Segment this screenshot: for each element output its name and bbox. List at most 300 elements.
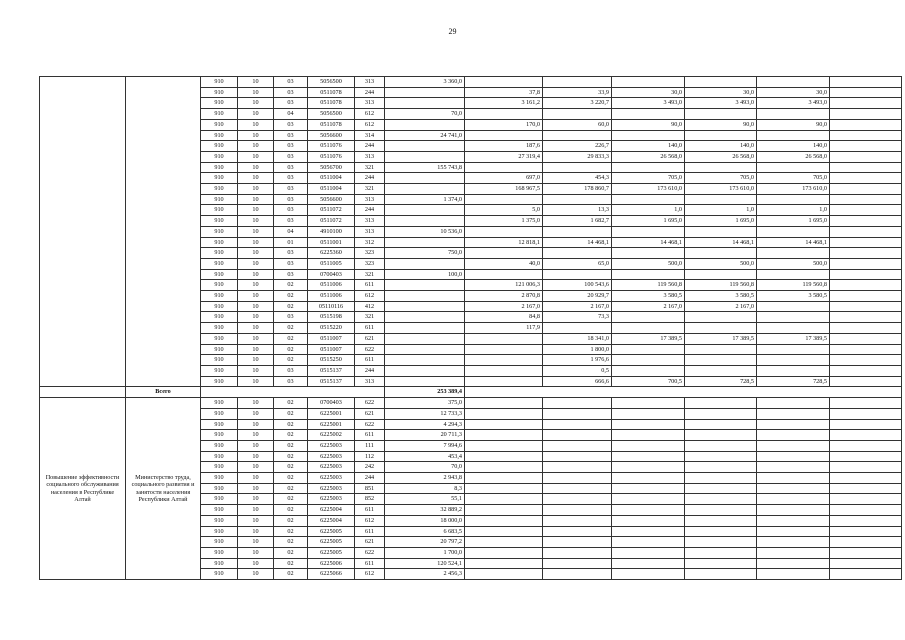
- amount-cell: [612, 312, 685, 323]
- page-number: 29: [448, 27, 457, 36]
- code-cell: 10: [238, 184, 274, 195]
- amount-cell: [543, 162, 612, 173]
- code-cell: 910: [201, 87, 238, 98]
- code-cell: 6225001: [308, 408, 355, 419]
- code-cell: 10: [238, 344, 274, 355]
- code-cell: 02: [274, 333, 308, 344]
- amount-cell: [685, 505, 757, 516]
- amount-cell: [543, 408, 612, 419]
- amount-cell: 1,0: [685, 205, 757, 216]
- amount-cell: [612, 494, 685, 505]
- code-cell: 5056600: [308, 194, 355, 205]
- amount-cell: 17 389,5: [685, 333, 757, 344]
- code-cell: 313: [355, 216, 385, 227]
- amount-cell: 1 976,6: [543, 355, 612, 366]
- amount-cell: 13,3: [543, 205, 612, 216]
- amount-cell: [757, 226, 830, 237]
- code-cell: 10: [238, 226, 274, 237]
- amount-cell: 2 167,0: [465, 301, 543, 312]
- code-cell: 03: [274, 269, 308, 280]
- amount-cell: 453,4: [385, 451, 465, 462]
- code-cell: 0700403: [308, 398, 355, 409]
- amount-cell: [757, 505, 830, 516]
- code-cell: 02: [274, 323, 308, 334]
- amount-cell: 140,0: [612, 141, 685, 152]
- amount-cell: 1 374,0: [385, 194, 465, 205]
- code-cell: 910: [201, 226, 238, 237]
- amount-cell: [612, 569, 685, 580]
- amount-cell: [830, 547, 902, 558]
- amount-cell: [830, 151, 902, 162]
- code-cell: 02: [274, 451, 308, 462]
- code-cell: 244: [355, 205, 385, 216]
- amount-cell: [757, 537, 830, 548]
- code-cell: 6225004: [308, 505, 355, 516]
- amount-cell: [685, 269, 757, 280]
- amount-cell: [385, 333, 465, 344]
- amount-cell: [757, 526, 830, 537]
- amount-cell: 40,0: [465, 258, 543, 269]
- amount-cell: [830, 333, 902, 344]
- code-cell: 03: [274, 258, 308, 269]
- amount-cell: [385, 280, 465, 291]
- amount-cell: [830, 344, 902, 355]
- amount-cell: 2 456,3: [385, 569, 465, 580]
- code-cell: 04: [274, 226, 308, 237]
- amount-cell: 170,0: [465, 119, 543, 130]
- amount-cell: [385, 87, 465, 98]
- amount-cell: [830, 248, 902, 259]
- code-cell: 910: [201, 280, 238, 291]
- code-cell: 6225003: [308, 451, 355, 462]
- code-cell: 910: [201, 494, 238, 505]
- code-cell: 0515220: [308, 323, 355, 334]
- amount-cell: 2 167,0: [685, 301, 757, 312]
- code-cell: 02: [274, 344, 308, 355]
- amount-cell: [757, 547, 830, 558]
- amount-cell: 728,5: [685, 376, 757, 387]
- amount-cell: [465, 398, 543, 409]
- code-cell: 321: [355, 162, 385, 173]
- code-cell: 4910100: [308, 226, 355, 237]
- amount-cell: [465, 109, 543, 120]
- amount-cell: 1 682,7: [543, 216, 612, 227]
- amount-cell: [465, 462, 543, 473]
- code-cell: 03: [274, 205, 308, 216]
- amount-cell: [757, 269, 830, 280]
- amount-cell: 728,5: [757, 376, 830, 387]
- code-cell: 10: [238, 205, 274, 216]
- code-cell: 0511005: [308, 258, 355, 269]
- amount-cell: [830, 109, 902, 120]
- amount-cell: [757, 515, 830, 526]
- amount-cell: [830, 515, 902, 526]
- code-cell: 0700403: [308, 269, 355, 280]
- amount-cell: [685, 248, 757, 259]
- code-cell: 02: [274, 473, 308, 484]
- code-cell: 0511004: [308, 184, 355, 195]
- amount-cell: [465, 483, 543, 494]
- amount-cell: [612, 526, 685, 537]
- amount-cell: [465, 494, 543, 505]
- code-cell: 10: [238, 216, 274, 227]
- total-row: [40, 387, 902, 398]
- amount-cell: [757, 398, 830, 409]
- amount-cell: [830, 376, 902, 387]
- amount-cell: [465, 376, 543, 387]
- amount-cell: 705,0: [757, 173, 830, 184]
- amount-cell: [830, 291, 902, 302]
- amount-cell: [465, 419, 543, 430]
- amount-cell: 3 580,5: [757, 291, 830, 302]
- amount-cell: [830, 194, 902, 205]
- amount-cell: 1 695,0: [612, 216, 685, 227]
- amount-cell: [612, 323, 685, 334]
- amount-cell: 90,0: [757, 119, 830, 130]
- amount-cell: [830, 473, 902, 484]
- amount-cell: 3 493,0: [612, 98, 685, 109]
- amount-cell: [757, 109, 830, 120]
- amount-cell: [830, 558, 902, 569]
- code-cell: 6225004: [308, 515, 355, 526]
- code-cell: 910: [201, 344, 238, 355]
- amount-cell: 5,0: [465, 205, 543, 216]
- code-cell: 910: [201, 483, 238, 494]
- amount-cell: [385, 98, 465, 109]
- code-cell: 910: [201, 237, 238, 248]
- code-cell: 02: [274, 355, 308, 366]
- amount-cell: 26 568,0: [757, 151, 830, 162]
- amount-cell: [685, 77, 757, 88]
- code-cell: 02: [274, 440, 308, 451]
- code-cell: 112: [355, 451, 385, 462]
- code-cell: 0511006: [308, 280, 355, 291]
- amount-cell: 119 560,8: [685, 280, 757, 291]
- code-cell: 910: [201, 323, 238, 334]
- code-cell: 313: [355, 77, 385, 88]
- amount-cell: [830, 216, 902, 227]
- code-cell: 10: [238, 333, 274, 344]
- code-cell: 5056600: [308, 130, 355, 141]
- amount-cell: [385, 258, 465, 269]
- amount-cell: [543, 440, 612, 451]
- amount-cell: [543, 269, 612, 280]
- budget-table: [39, 76, 902, 580]
- code-cell: 314: [355, 130, 385, 141]
- amount-cell: [612, 558, 685, 569]
- amount-cell: 12 818,1: [465, 237, 543, 248]
- code-cell: 323: [355, 248, 385, 259]
- code-cell: 10: [238, 376, 274, 387]
- amount-cell: 26 568,0: [685, 151, 757, 162]
- code-cell: 02: [274, 569, 308, 580]
- amount-cell: [757, 430, 830, 441]
- amount-cell: 73,3: [543, 312, 612, 323]
- code-cell: 244: [355, 173, 385, 184]
- amount-cell: [685, 473, 757, 484]
- amount-cell: 20 929,7: [543, 291, 612, 302]
- amount-cell: [612, 473, 685, 484]
- amount-cell: 18 000,0: [385, 515, 465, 526]
- code-cell: 6225001: [308, 419, 355, 430]
- code-cell: 10: [238, 505, 274, 516]
- amount-cell: [830, 184, 902, 195]
- code-cell: 910: [201, 119, 238, 130]
- code-cell: 611: [355, 355, 385, 366]
- amount-cell: 18 341,0: [543, 333, 612, 344]
- code-cell: 910: [201, 419, 238, 430]
- amount-cell: [543, 526, 612, 537]
- amount-cell: 3 580,5: [685, 291, 757, 302]
- amount-cell: 4 294,3: [385, 419, 465, 430]
- code-cell: 621: [355, 333, 385, 344]
- amount-cell: [830, 355, 902, 366]
- amount-cell: 3 493,0: [757, 98, 830, 109]
- amount-cell: [685, 537, 757, 548]
- code-cell: 10: [238, 194, 274, 205]
- amount-cell: [385, 119, 465, 130]
- code-cell: 10: [238, 408, 274, 419]
- code-cell: 10: [238, 248, 274, 259]
- code-cell: 313: [355, 226, 385, 237]
- code-cell: 6225002: [308, 430, 355, 441]
- amount-cell: [543, 494, 612, 505]
- code-cell: 10: [238, 515, 274, 526]
- amount-cell: [830, 483, 902, 494]
- amount-cell: 90,0: [685, 119, 757, 130]
- code-cell: 10: [238, 526, 274, 537]
- amount-cell: [830, 162, 902, 173]
- amount-cell: 375,0: [385, 398, 465, 409]
- amount-cell: [612, 505, 685, 516]
- amount-cell: [612, 77, 685, 88]
- code-cell: 910: [201, 162, 238, 173]
- amount-cell: 173 610,0: [612, 184, 685, 195]
- code-cell: 02: [274, 430, 308, 441]
- code-cell: 910: [201, 451, 238, 462]
- amount-cell: 173 610,0: [757, 184, 830, 195]
- code-cell: 0511076: [308, 141, 355, 152]
- amount-cell: [830, 301, 902, 312]
- code-cell: 622: [355, 419, 385, 430]
- amount-cell: [757, 462, 830, 473]
- table-row: [40, 77, 902, 88]
- amount-cell: [385, 141, 465, 152]
- amount-cell: 700,5: [612, 376, 685, 387]
- amount-cell: [685, 109, 757, 120]
- code-cell: 622: [355, 398, 385, 409]
- code-cell: 313: [355, 151, 385, 162]
- amount-cell: [543, 323, 612, 334]
- ministry-cell: [126, 77, 201, 387]
- amount-cell: [830, 323, 902, 334]
- code-cell: 03: [274, 151, 308, 162]
- amount-cell: [757, 162, 830, 173]
- amount-cell: [385, 205, 465, 216]
- amount-cell: [612, 398, 685, 409]
- amount-cell: [612, 419, 685, 430]
- amount-cell: [830, 419, 902, 430]
- amount-cell: 14 468,1: [543, 237, 612, 248]
- code-cell: 10: [238, 151, 274, 162]
- amount-cell: [685, 162, 757, 173]
- code-cell: 910: [201, 205, 238, 216]
- code-cell: 622: [355, 547, 385, 558]
- code-cell: 02: [274, 547, 308, 558]
- code-cell: 0511001: [308, 237, 355, 248]
- amount-cell: [612, 451, 685, 462]
- code-cell: 6225003: [308, 462, 355, 473]
- amount-cell: 121 006,3: [465, 280, 543, 291]
- amount-cell: 12 733,3: [385, 408, 465, 419]
- amount-cell: [465, 355, 543, 366]
- amount-cell: [685, 569, 757, 580]
- code-cell: 910: [201, 355, 238, 366]
- amount-cell: [612, 355, 685, 366]
- code-cell: 10: [238, 558, 274, 569]
- amount-cell: [612, 440, 685, 451]
- code-cell: 03: [274, 87, 308, 98]
- code-cell: 6225003: [308, 440, 355, 451]
- code-cell: 910: [201, 269, 238, 280]
- code-cell: 611: [355, 526, 385, 537]
- amount-cell: [685, 355, 757, 366]
- amount-cell: [543, 505, 612, 516]
- amount-cell: 37,8: [465, 87, 543, 98]
- code-cell: 111: [355, 440, 385, 451]
- amount-cell: [830, 451, 902, 462]
- amount-cell: 155 743,8: [385, 162, 465, 173]
- amount-cell: 14 468,1: [757, 237, 830, 248]
- code-cell: 244: [355, 365, 385, 376]
- code-cell: 03: [274, 312, 308, 323]
- code-cell: 0511078: [308, 119, 355, 130]
- amount-cell: [757, 558, 830, 569]
- amount-cell: 168 967,5: [465, 184, 543, 195]
- amount-cell: [685, 130, 757, 141]
- code-cell: 621: [355, 537, 385, 548]
- amount-cell: [385, 344, 465, 355]
- code-cell: 622: [355, 344, 385, 355]
- amount-cell: [757, 440, 830, 451]
- code-cell: 10: [238, 569, 274, 580]
- amount-cell: [543, 430, 612, 441]
- amount-cell: 14 468,1: [685, 237, 757, 248]
- amount-cell: [385, 291, 465, 302]
- amount-cell: [757, 408, 830, 419]
- program-cell: [40, 77, 126, 387]
- code-cell: 852: [355, 494, 385, 505]
- code-cell: 04: [274, 109, 308, 120]
- code-cell: 910: [201, 558, 238, 569]
- amount-cell: [830, 537, 902, 548]
- code-cell: 10: [238, 312, 274, 323]
- amount-cell: [757, 365, 830, 376]
- amount-cell: [830, 280, 902, 291]
- amount-cell: [612, 109, 685, 120]
- amount-cell: [465, 365, 543, 376]
- amount-cell: [685, 462, 757, 473]
- amount-cell: [612, 537, 685, 548]
- amount-cell: 500,0: [685, 258, 757, 269]
- code-cell: 910: [201, 505, 238, 516]
- amount-cell: [543, 77, 612, 88]
- code-cell: 323: [355, 258, 385, 269]
- amount-cell: 119 560,8: [612, 280, 685, 291]
- code-cell: 03: [274, 184, 308, 195]
- amount-cell: 226,7: [543, 141, 612, 152]
- blank-cell: [465, 387, 902, 398]
- amount-cell: 6 683,5: [385, 526, 465, 537]
- code-cell: 0511007: [308, 333, 355, 344]
- code-cell: 03: [274, 130, 308, 141]
- amount-cell: [465, 558, 543, 569]
- amount-cell: 3 360,0: [385, 77, 465, 88]
- amount-cell: 24 741,0: [385, 130, 465, 141]
- amount-cell: [757, 355, 830, 366]
- code-cell: 10: [238, 440, 274, 451]
- amount-cell: [543, 558, 612, 569]
- amount-cell: 100 543,6: [543, 280, 612, 291]
- amount-cell: [612, 408, 685, 419]
- code-cell: 10: [238, 355, 274, 366]
- amount-cell: 30,0: [757, 87, 830, 98]
- amount-cell: [830, 173, 902, 184]
- amount-cell: 454,3: [543, 173, 612, 184]
- code-cell: 10: [238, 462, 274, 473]
- code-cell: 611: [355, 558, 385, 569]
- code-cell: 03: [274, 141, 308, 152]
- code-cell: 6225066: [308, 569, 355, 580]
- code-cell: 313: [355, 98, 385, 109]
- amount-cell: [830, 98, 902, 109]
- amount-cell: 173 610,0: [685, 184, 757, 195]
- amount-cell: [465, 473, 543, 484]
- code-cell: 02: [274, 558, 308, 569]
- amount-cell: [465, 269, 543, 280]
- amount-cell: [830, 365, 902, 376]
- amount-cell: [543, 109, 612, 120]
- code-cell: 851: [355, 483, 385, 494]
- amount-cell: [465, 344, 543, 355]
- amount-cell: [385, 355, 465, 366]
- code-cell: 10: [238, 280, 274, 291]
- code-cell: 03: [274, 216, 308, 227]
- amount-cell: [465, 537, 543, 548]
- code-cell: 03: [274, 98, 308, 109]
- amount-cell: 1,0: [612, 205, 685, 216]
- code-cell: 0515198: [308, 312, 355, 323]
- amount-cell: 29 833,3: [543, 151, 612, 162]
- code-cell: 611: [355, 505, 385, 516]
- code-cell: 02: [274, 494, 308, 505]
- amount-cell: [830, 269, 902, 280]
- code-cell: 0511006: [308, 291, 355, 302]
- amount-cell: [685, 398, 757, 409]
- amount-cell: [685, 526, 757, 537]
- amount-cell: [612, 515, 685, 526]
- program-name: Повышение эффективности социального обслуживания населения в Республике Алтай: [40, 398, 126, 580]
- code-cell: 910: [201, 258, 238, 269]
- code-cell: 10: [238, 323, 274, 334]
- code-cell: 05110116: [308, 301, 355, 312]
- amount-cell: 1,0: [757, 205, 830, 216]
- amount-cell: [465, 194, 543, 205]
- code-cell: 910: [201, 216, 238, 227]
- amount-cell: [757, 77, 830, 88]
- amount-cell: 70,0: [385, 109, 465, 120]
- code-cell: 02: [274, 515, 308, 526]
